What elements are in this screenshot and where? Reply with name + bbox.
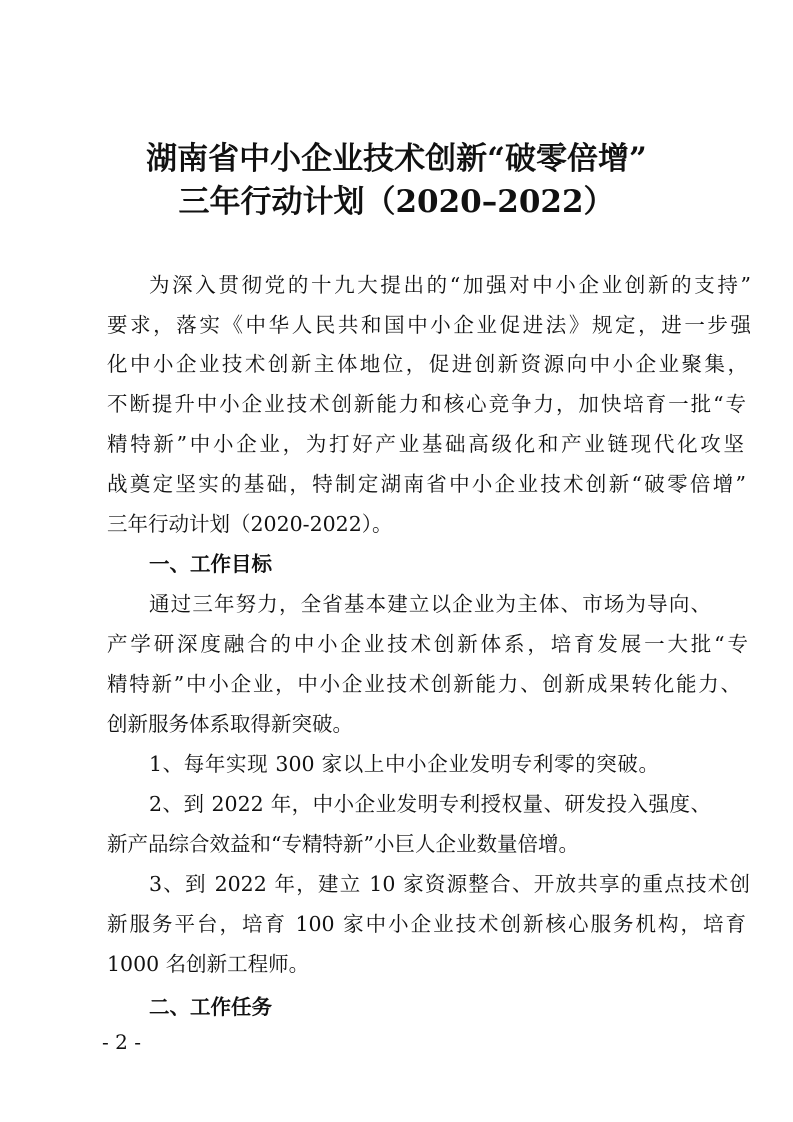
text-line: 精特新”中小企业，为打好产业基础高级化和产业链现代化攻坚 — [107, 432, 744, 456]
document-title-line-2: 三年行动计划（2020–2022） — [178, 184, 615, 220]
text-line: 不断提升中小企业技术创新能力和核心竞争力，加快培育一批“专 — [107, 392, 746, 416]
text-line: 新产品综合效益和“专精特新”小巨人企业数量倍增。 — [107, 832, 579, 856]
text-line: 通过三年努力，全省基本建立以企业为主体、市场为导向、 — [149, 592, 711, 616]
text-line: 精特新”中小企业，中小企业技术创新能力、创新成果转化能力、 — [107, 672, 741, 696]
text-line: 要求，落实《中华人民共和国中小企业促进法》规定，进一步强 — [107, 313, 751, 337]
text-line: 新服务平台，培育 100 家中小企业技术创新核心服务机构，培育 — [107, 912, 746, 936]
text-line: 化中小企业技术创新主体地位，促进创新资源向中小企业聚集， — [107, 352, 748, 376]
text-line: 为深入贯彻党的十九大提出的“加强对中小企业创新的支持” — [149, 273, 751, 297]
text-line: 三年行动计划（2020-2022）。 — [107, 512, 393, 536]
text-line: 1000 名创新工程师。 — [107, 952, 310, 976]
text-line: 1、每年实现 300 家以上中小企业发明专利零的突破。 — [149, 752, 659, 776]
page-number: - 2 - — [102, 1030, 141, 1054]
document-title-line-1: 湖南省中小企业技术创新“破零倍增” — [146, 141, 647, 177]
text-line: 产学研深度融合的中小企业技术创新体系，培育发展一大批“专 — [107, 632, 748, 656]
section-heading-goals: 一、工作目标 — [149, 552, 272, 576]
text-line: 战奠定坚实的基础，特制定湖南省中小企业技术创新“破零倍增” — [107, 472, 746, 496]
text-line: 2、到 2022 年，中小企业发明专利授权量、研发投入强度、 — [149, 792, 711, 816]
text-line: 3、到 2022 年，建立 10 家资源整合、开放共享的重点技术创 — [149, 872, 750, 896]
section-heading-tasks: 二、工作任务 — [149, 995, 272, 1019]
text-line: 创新服务体系取得新突破。 — [107, 712, 353, 736]
